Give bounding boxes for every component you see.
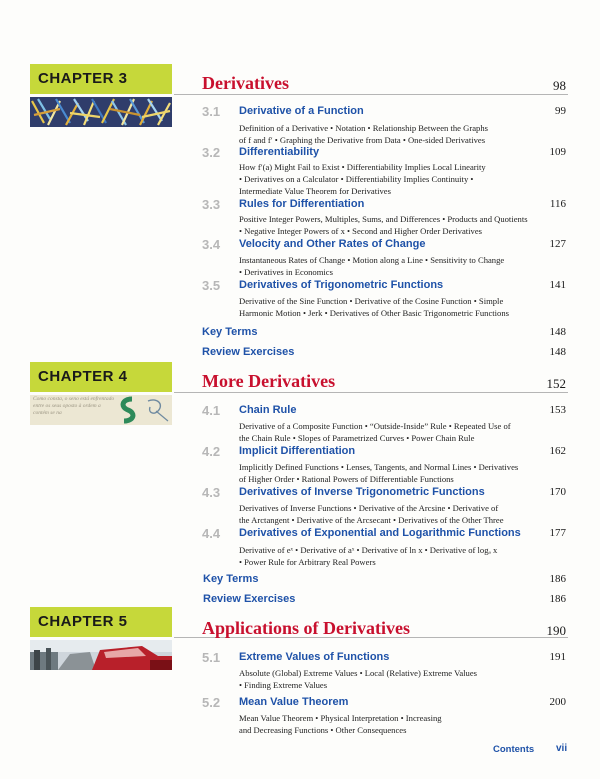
section-4-4-title[interactable]: Derivatives of Exponential and Logarithmic Functions [239,527,521,539]
section-4-3-title[interactable]: Derivatives of Inverse Trigonometric Functions [239,486,485,498]
key-terms-page: 148 [549,326,566,338]
review-exercises-link[interactable]: Review Exercises [202,346,295,358]
section-page: 177 [549,527,566,539]
chapter-3-title[interactable]: Derivatives [202,73,289,93]
description-line: and Decreasing Functions • Other Consequences [239,725,407,735]
chapter-4-thumbnail [30,395,172,425]
section-4-1-title[interactable]: Chain Rule [239,404,297,416]
review-exercises-page: 186 [549,593,566,605]
section-number: 5.2 [202,695,221,710]
section-number: 5.1 [202,650,221,665]
section-description [239,544,539,568]
chapter-4-thumbnail-text: Como consta, o seno está enfrentado entre os seus oposto à ordem a contém se na [33,396,115,416]
section-description [239,295,539,319]
description-line: • Power Rule for Arbitrary Real Powers [239,557,376,567]
description-line: Derivatives of Inverse Functions • Derivative of the Arcsine • Derivative of [239,503,499,513]
chapter-3-page: 98 [553,78,566,93]
description-line: Mean Value Theorem • Physical Interpretation • Increasing [239,713,442,723]
key-terms-link[interactable]: Key Terms [202,326,258,338]
section-description [239,712,539,736]
key-terms-page: 186 [549,573,566,585]
section-5-1-title[interactable]: Extreme Values of Functions [239,651,390,663]
section-3-3-title[interactable]: Rules for Differentiation [239,198,365,210]
description-line: • Finding Extreme Values [239,680,328,690]
section-5-2-title[interactable]: Mean Value Theorem [239,696,349,708]
section-page: 153 [549,404,566,416]
description-line: How f′(a) Might Fail to Exist • Differentiability Implies Local Linearity [239,162,486,172]
section-number: 4.3 [202,485,221,500]
section-description [239,122,539,146]
section-number: 3.3 [202,197,221,212]
chapter-5-label: CHAPTER 5 [30,607,172,637]
section-page: 162 [549,445,566,457]
description-line: Absolute (Global) Extreme Values • Local (Relative) Extreme Values [239,668,477,678]
section-page: 200 [549,696,566,708]
chapter-5-thumbnail [30,640,172,670]
description-line: Derivative of the Sine Function • Derivative of the Cosine Function • Simple [239,296,504,306]
description-line: • Derivatives on a Calculator • Differentiability Implies Continuity • [239,174,474,184]
footer-page-number: vii [556,743,568,754]
section-number: 3.1 [202,104,221,119]
section-page: 116 [549,198,566,210]
description-line: Harmonic Motion • Jerk • Derivatives of Other Basic Trigonometric Functions [239,308,509,318]
section-description [239,502,539,526]
chapter-4-rule [174,392,568,393]
description-line: Intermediate Value Theorem for Derivatives [239,186,391,196]
description-line: Positive Integer Powers, Multiples, Sums, and Differences • Products and Quotients [239,214,528,224]
section-page: 191 [549,651,566,663]
description-line: the Chain Rule • Slopes of Parametrized Curves • Power Chain Rule [239,433,475,443]
chapter-5-title[interactable]: Applications of Derivatives [202,618,410,638]
section-number: 3.4 [202,237,221,252]
chapter-4-title[interactable]: More Derivatives [202,371,336,391]
description-line: Derivative of eˣ • Derivative of aˣ • Derivative of ln x • Derivative of logₐ x [239,545,498,555]
review-exercises-page: 148 [549,346,566,358]
section-page: 99 [555,105,566,117]
description-line: • Derivatives in Economics [239,267,333,277]
section-page: 170 [549,486,566,498]
section-3-4-title[interactable]: Velocity and Other Rates of Change [239,238,426,250]
section-3-5-title[interactable]: Derivatives of Trigonometric Functions [239,279,444,291]
description-line: of Higher Order • Rational Powers of Differentiable Functions [239,474,454,484]
description-line: Derivative of a Composite Function • “Outside-Inside” Rule • Repeated Use of [239,421,511,431]
chapter-5-page: 190 [546,623,566,638]
section-description [239,461,539,485]
section-number: 3.2 [202,145,221,160]
review-exercises-link[interactable]: Review Exercises [203,593,296,605]
section-4-2-title[interactable]: Implicit Differentiation [239,445,356,457]
chapter-3-rule [174,94,568,95]
section-number: 4.1 [202,403,221,418]
section-3-2-title[interactable]: Differentiability [239,146,320,158]
section-description [239,161,539,197]
chapter-3-thumbnail [30,97,172,127]
chapter-4-page: 152 [546,376,566,391]
section-page: 141 [549,279,566,291]
section-3-1-title[interactable]: Derivative of a Function [239,105,364,117]
footer-contents-label: Contents [493,744,535,755]
chapter-4-label: CHAPTER 4 [30,362,172,392]
description-line: Instantaneous Rates of Change • Motion along a Line • Sensitivity to Change [239,255,505,265]
description-line: Implicitly Defined Functions • Lenses, Tangents, and Normal Lines • Derivatives [239,462,519,472]
description-line: Definition of a Derivative • Notation • Relationship Between the Graphs [239,123,488,133]
section-number: 4.4 [202,526,221,541]
section-description [239,254,539,278]
section-page: 109 [549,146,566,158]
section-number: 4.2 [202,444,221,459]
chapter-3-label: CHAPTER 3 [30,64,172,94]
section-description [239,213,539,237]
description-line: • Negative Integer Powers of x • Second and Higher Order Derivatives [239,226,482,236]
section-page: 127 [549,238,566,250]
section-number: 3.5 [202,278,221,293]
description-line: of f and f′ • Graphing the Derivative from Data • One-sided Derivatives [239,135,486,145]
description-line: the Arctangent • Derivative of the Arcsecant • Derivatives of the Other Three [239,515,504,525]
key-terms-link[interactable]: Key Terms [203,573,259,585]
section-description [239,420,539,444]
section-description [239,667,539,691]
